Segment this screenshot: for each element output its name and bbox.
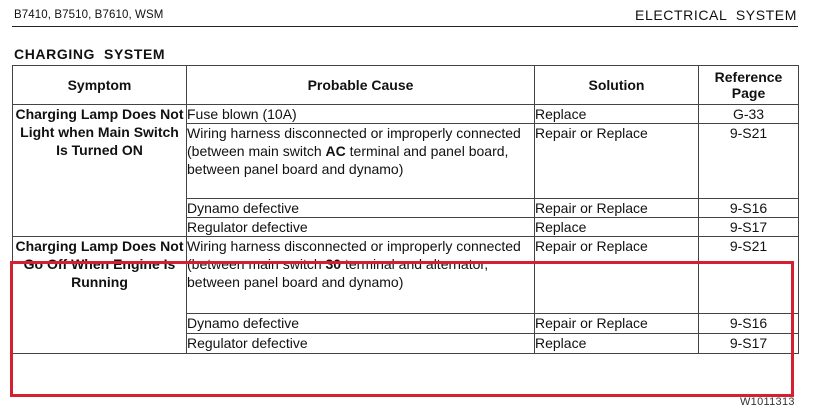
cause-text: terminal and panel board, between panel board and dynamo) [187, 143, 509, 177]
symptom-cell: Charging Lamp Does Not Light when Main Switch Is Turned ON [13, 105, 187, 237]
column-header-solution: Solution [535, 66, 699, 105]
reference-cell: G-33 [699, 105, 799, 124]
reference-cell: 9-S21 [699, 124, 799, 199]
terminal-label: AC [325, 143, 346, 159]
reference-cell: 9-S21 [699, 237, 799, 314]
cause-cell: Regulator defective [187, 218, 535, 237]
cause-text: terminal and alternator, between panel board and dynamo) [187, 256, 489, 290]
manual-model-label: B7410, B7510, B7610, WSM [14, 9, 164, 21]
solution-cell: Repair or Replace [535, 314, 699, 334]
solution-cell: Replace [535, 334, 699, 354]
reference-cell: 9-S17 [699, 218, 799, 237]
solution-cell: Replace [535, 105, 699, 124]
table-row [13, 105, 799, 124]
symptom-cell: Charging Lamp Does Not Go Off When Engine Is Running [13, 237, 187, 354]
cause-cell: Dynamo defective [187, 199, 535, 218]
reference-cell: 9-S16 [699, 314, 799, 334]
cause-cell [187, 237, 535, 314]
cause-cell: Dynamo defective [187, 314, 535, 334]
cause-text: Wiring harness disconnected or improperly connected (between main switch [187, 238, 521, 272]
column-header-probable-cause: Probable Cause [187, 66, 535, 105]
cause-cell: Regulator defective [187, 334, 535, 354]
section-name-label: ELECTRICAL SYSTEM [635, 7, 797, 23]
terminal-label: 30 [325, 256, 342, 272]
table-header-row [13, 66, 799, 105]
cause-text: Wiring harness disconnected or improperly connected (between main switch [187, 125, 521, 159]
cause-cell [187, 124, 535, 199]
header-divider [12, 26, 798, 27]
figure-id-label: W1011313 [740, 396, 795, 408]
page-title: CHARGING SYSTEM [14, 46, 166, 62]
reference-cell: 9-S16 [699, 199, 799, 218]
solution-cell: Repair or Replace [535, 237, 699, 314]
column-header-reference-page: Reference Page [699, 66, 799, 105]
troubleshooting-table [12, 65, 799, 354]
solution-cell: Repair or Replace [535, 199, 699, 218]
table-row [13, 237, 799, 314]
solution-cell: Repair or Replace [535, 124, 699, 199]
cause-cell: Fuse blown (10A) [187, 105, 535, 124]
solution-cell: Replace [535, 218, 699, 237]
column-header-symptom: Symptom [13, 66, 187, 105]
reference-cell: 9-S17 [699, 334, 799, 354]
